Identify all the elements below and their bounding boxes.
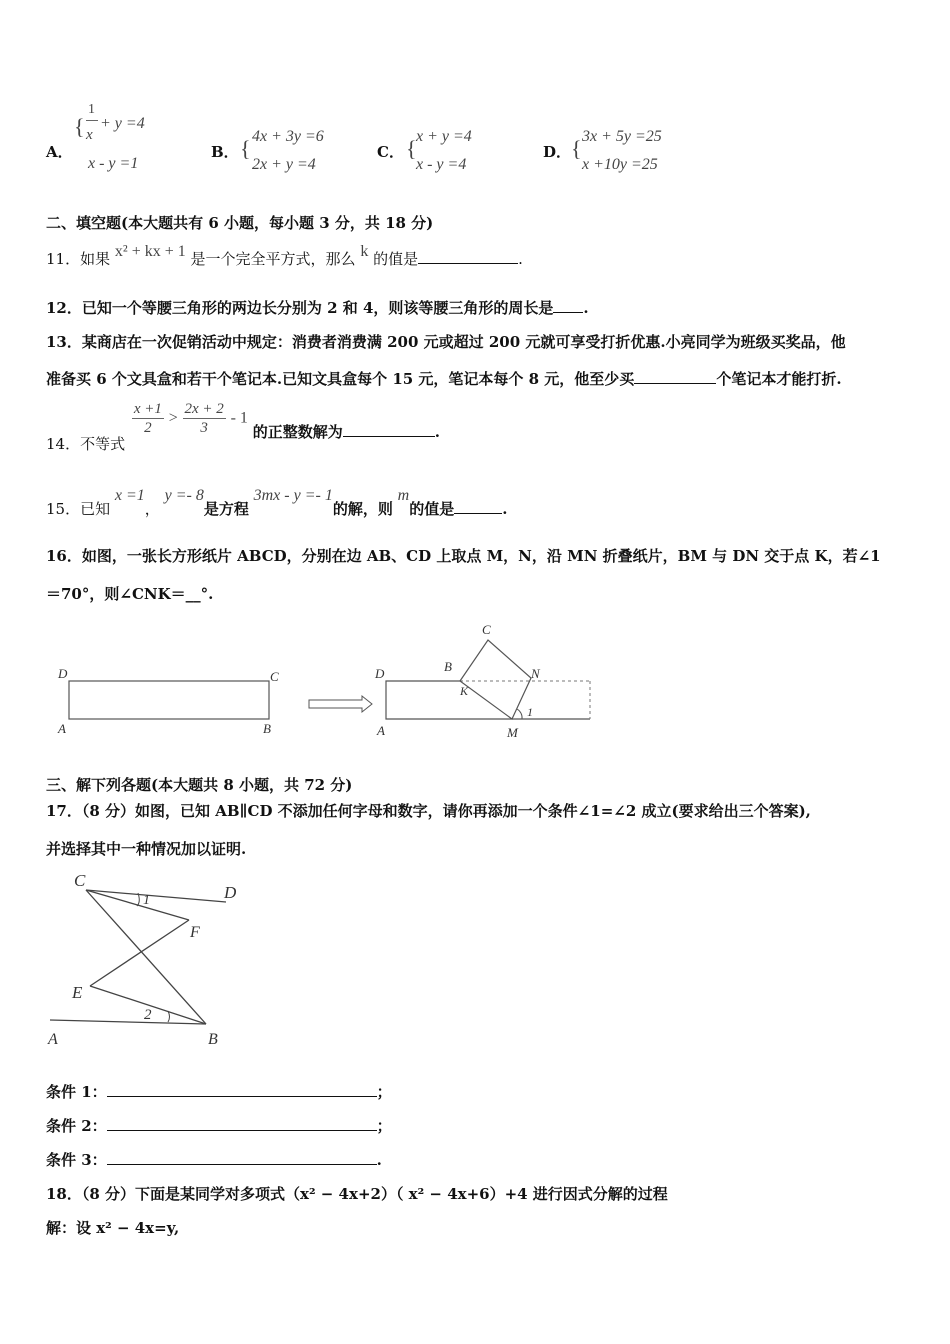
q16-line1: 如图，一张长方形纸片 ABCD，分别在边 AB、CD 上取点 M，N，沿 MN 折叠纸片，BM 与 DN 交于点 K，若∠1 [81,547,881,565]
q15-expr2: y =- 8 [164,487,204,504]
fraction-2-num: 2x + 2 [184,401,224,417]
brace-icon: { [406,136,417,161]
q11-number: 11． [46,250,81,268]
fraction-2-den: 3 [200,420,208,436]
q12-end: . [583,299,589,317]
label-a: A [58,721,66,736]
question-12 [46,297,589,318]
q13-number: 13． [46,333,82,351]
q15-expr3: 3mx - y =- 1 [253,487,333,504]
figure-16-left [57,666,279,736]
option-d-label: D． [543,143,572,161]
option-d-line1: 3x + 5y =25 [582,128,662,145]
q14-number: 14． [46,434,81,453]
label-angle-2: 2 [144,1007,152,1023]
q13-line2b: 个笔记本才能打折. [716,370,842,388]
label-b: B [208,1031,218,1048]
q14-text1: 不等式 [80,434,126,453]
condition-2-label: 条件 2： [46,1117,107,1135]
option-a-frac-den: x [86,127,93,143]
q14-text2: 的正整数解为 [252,422,343,441]
q15-number: 15． [46,500,81,518]
condition-2 [46,1115,392,1136]
label-a: A [377,723,385,738]
answer-blank[interactable] [107,1116,377,1131]
option-d-line2: x +10y =25 [582,156,658,173]
condition-1-label: 条件 1： [46,1083,107,1101]
option-c-label: C． [377,143,404,161]
section2-heading: 二、填空题(本大题共有 6 小题，每小题 3 分，共 18 分) [46,214,434,232]
answer-blank[interactable] [634,369,716,384]
label-c: C [74,871,86,890]
q11-end: . [518,250,523,268]
condition-1-end: ； [376,1083,392,1101]
q11-text3: 的值是 [373,250,419,268]
label-k: K [460,684,469,698]
label-e: E [72,983,83,1002]
label-a: A [48,1031,58,1048]
q13-line2a: 准备买 6 个文具盒和若干个笔记本.已知文具盒每个 15 元，笔记本每个 8 元，他至少买 [46,370,635,388]
label-angle-1: 1 [143,893,150,908]
angle-1-arc [517,709,522,719]
condition-2-end: ； [376,1117,392,1135]
q12-number: 12． [46,299,82,317]
option-b-label: B． [211,143,239,161]
option-c-line1: x + y =4 [416,128,472,145]
fraction-1 [132,400,164,437]
question-14 [46,400,440,453]
figure-17 [40,862,270,1052]
q11-k: k [360,243,369,260]
question-11 [46,243,523,269]
label-m: M [507,725,518,740]
option-b-line1: 4x + 3y =6 [252,128,324,145]
fraction-2 [183,400,226,437]
q15-text1: 已知 [80,500,111,518]
q17-line1: （8 分）如图，已知 AB∥CD 不添加任何字母和数字，请你再添加一个条件∠1=∠2 成立(要求给出三个答案), [81,802,811,820]
q11-text1: 如果 [80,250,111,268]
condition-3-label: 条件 3： [46,1151,107,1169]
answer-blank[interactable] [418,249,518,264]
option-a-line1: + y =4 [100,115,145,132]
line-fe [90,920,189,986]
answer-blank[interactable] [107,1082,377,1097]
q11-text2: 是一个完全平方式，那么 [190,250,356,268]
condition-3 [46,1149,382,1170]
q15-expr1: x =1 [114,487,145,504]
label-d: D [224,883,237,902]
rectangle-abcd [69,681,269,719]
folded-flap [460,640,531,719]
label-f: F [190,924,200,941]
option-a-line2: x - y =1 [88,155,139,172]
answer-blank[interactable] [454,499,502,514]
label-angle-1: 1 [527,705,533,719]
question-13-line2 [46,368,842,389]
q15-comma: ， [144,500,160,518]
q15-text2: 是方程 [203,500,249,518]
option-a-label: A． [46,143,73,161]
answer-blank[interactable] [553,298,583,313]
question-16-line1 [46,545,881,566]
question-15 [46,484,508,518]
q17-line2: 并选择其中一种情况加以证明. [46,840,247,858]
label-b: B [444,659,452,674]
figure-16 [0,615,620,745]
question-13-line1 [46,331,846,352]
q16-number: 16． [46,547,82,565]
q18-line1: （8 分）下面是某同学对多项式（x² − 4x+2）（ x² − 4x+6）+4 进行因式分解的过程 [81,1185,668,1203]
label-d: D [375,666,385,681]
fraction-bar [86,120,98,121]
label-b: B [263,721,271,736]
brace-icon: { [571,136,582,161]
line-ab [50,1020,206,1024]
option-a-frac-num: 1 [88,102,95,117]
condition-3-end: . [376,1151,382,1169]
option-c-line2: x - y =4 [416,156,467,173]
q15-end: . [502,500,508,518]
label-c: C [482,622,491,637]
paper-outline [386,681,590,719]
fraction-1-num: x +1 [133,401,162,417]
q14-end: . [434,422,440,441]
arrow-right-icon [309,696,372,712]
q18-number: 18． [46,1185,82,1203]
answer-blank[interactable] [107,1150,377,1165]
section3-heading: 三、解下列各题(本大题共 8 小题，共 72 分) [46,776,353,794]
label-d: D [58,666,68,681]
q15-text4: 的值是 [409,500,455,518]
q15-text3: 的解，则 [332,500,393,518]
q16-line2: ＝70°，则∠CNK＝__°. [46,585,214,603]
q15-m: m [397,487,410,504]
question-18-line1 [46,1183,668,1204]
label-c: C [270,669,279,684]
label-n: N [531,666,540,681]
q18-line2: 解：设 x² − 4x=y, [46,1219,180,1237]
brace-icon: { [74,114,85,139]
condition-1 [46,1081,392,1102]
q14-gt: > [168,409,178,427]
q14-minus: - 1 [230,409,248,427]
option-b-line2: 2x + y =4 [252,156,316,173]
brace-icon: { [240,136,251,161]
question-17-line1 [46,800,811,821]
q12-text: 已知一个等腰三角形的两边长分别为 2 和 4，则该等腰三角形的周长是 [81,299,554,317]
q13-line1: 某商店在一次促销活动中规定：消费者消费满 200 元或超过 200 元就可享受打折优惠.小亮同学为班级买奖品，他 [81,333,846,351]
answer-blank[interactable] [343,422,435,437]
fraction-1-den: 2 [144,420,152,436]
figure-16-right [374,622,590,740]
q11-expression: x² + kx + 1 [114,243,186,260]
q17-number: 17． [46,802,82,820]
